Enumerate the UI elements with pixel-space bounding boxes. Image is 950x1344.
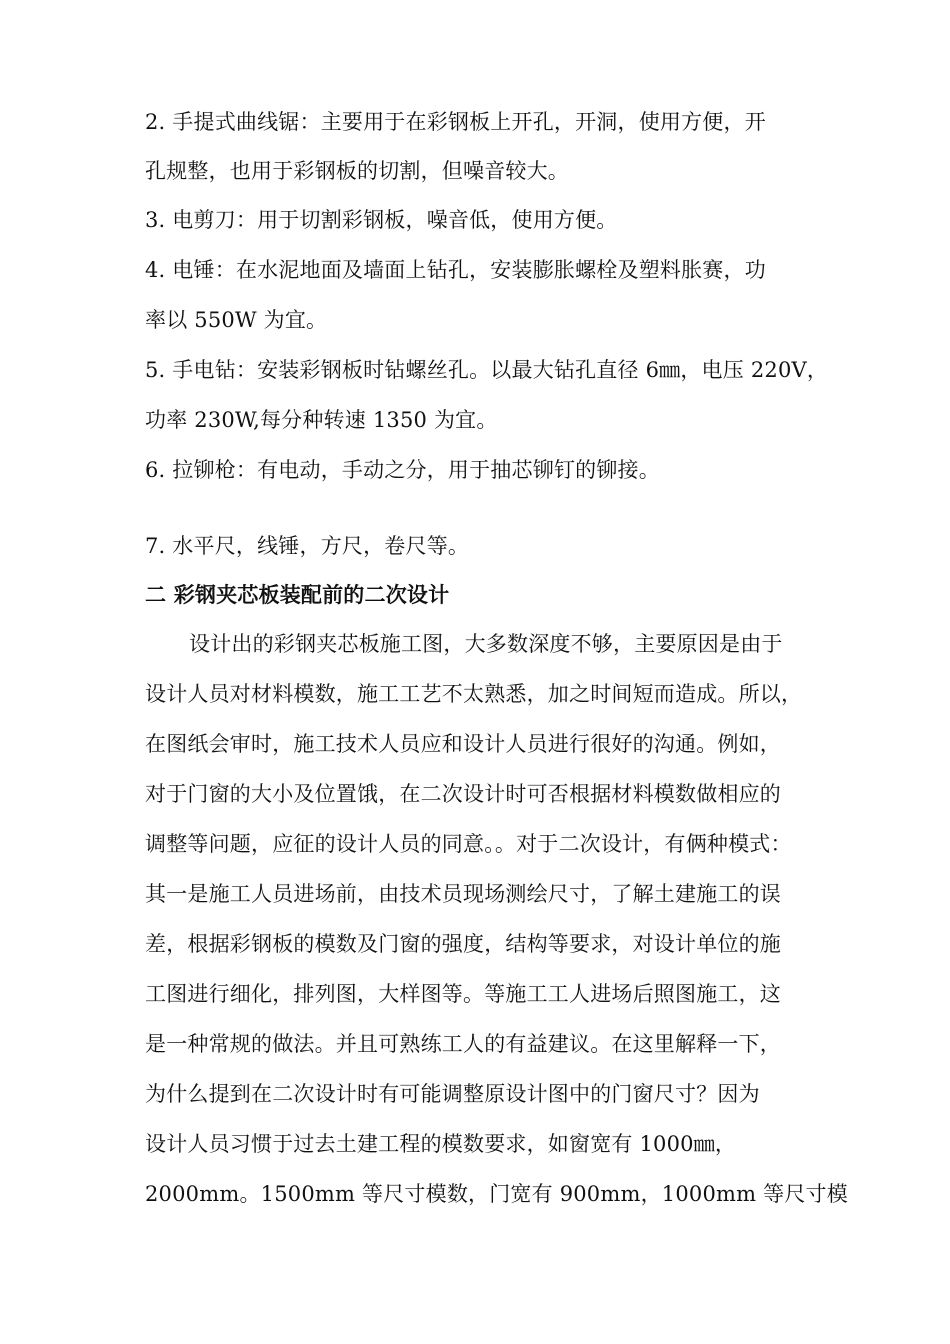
text-line-tool-6: 6. 拉铆枪：有电动，手动之分，用于抽芯铆钉的铆接。 <box>145 458 660 482</box>
text-line-tool-5b: 功率 230W,每分种转速 1350 为宜。 <box>145 408 498 432</box>
paragraph-line: 为什么提到在二次设计时有可能调整原设计图中的门窗尺寸？因为 <box>145 1082 760 1106</box>
text-line-tool-2b: 孔规整，也用于彩钢板的切割，但噪音较大。 <box>145 159 569 183</box>
paragraph-line: 在图纸会审时，施工技术人员应和设计人员进行很好的沟通。例如， <box>145 732 781 756</box>
text-line-tool-4a: 4. 电锤：在水泥地面及墙面上钻孔，安装膨胀螺栓及塑料胀赛，功 <box>145 258 766 282</box>
text-line-tool-3: 3. 电剪刀：用于切割彩钢板，噪音低，使用方便。 <box>145 208 618 232</box>
text-line-tool-4b: 率以 550W 为宜。 <box>145 308 328 332</box>
paragraph-line: 调整等问题，应征的设计人员的同意。。对于二次设计，有俩种模式： <box>145 832 792 856</box>
text-line-tool-7: 7. 水平尺，线锤，方尺，卷尺等。 <box>145 534 470 558</box>
paragraph-line: 设计出的彩钢夹芯板施工图，大多数深度不够，主要原因是由于 <box>189 632 783 656</box>
text-line-tool-2a: 2. 手提式曲线锯：主要用于在彩钢板上开孔，开洞，使用方便，开 <box>145 110 766 134</box>
paragraph-line: 差，根据彩钢板的模数及门窗的强度，结构等要求，对设计单位的施 <box>145 932 781 956</box>
paragraph-line: 其一是施工人员进场前，由技术员现场测绘尺寸，了解土建施工的误 <box>145 882 781 906</box>
paragraph-line: 设计人员对材料模数，施工工艺不太熟悉，加之时间短而造成。所以， <box>145 682 803 706</box>
paragraph-line: 2000mm。1500mm 等尺寸模数，门宽有 900mm，1000mm 等尺寸模 <box>145 1182 848 1206</box>
paragraph-line: 对于门窗的大小及位置饿，在二次设计时可否根据材料模数做相应的 <box>145 782 781 806</box>
paragraph-line: 设计人员习惯于过去土建工程的模数要求，如窗宽有 1000㎜， <box>145 1132 737 1156</box>
text-line-tool-5a: 5. 手电钻：安装彩钢板时钻螺丝孔。以最大钻孔直径 6㎜，电压 220V， <box>145 358 829 382</box>
section-heading: 二 彩钢夹芯板装配前的二次设计 <box>145 583 450 607</box>
paragraph-line: 工图进行细化，排列图，大样图等。等施工工人进场后照图施工，这 <box>145 982 781 1006</box>
paragraph-line: 是一种常规的做法。并且可熟练工人的有益建议。在这里解释一下， <box>145 1032 781 1056</box>
